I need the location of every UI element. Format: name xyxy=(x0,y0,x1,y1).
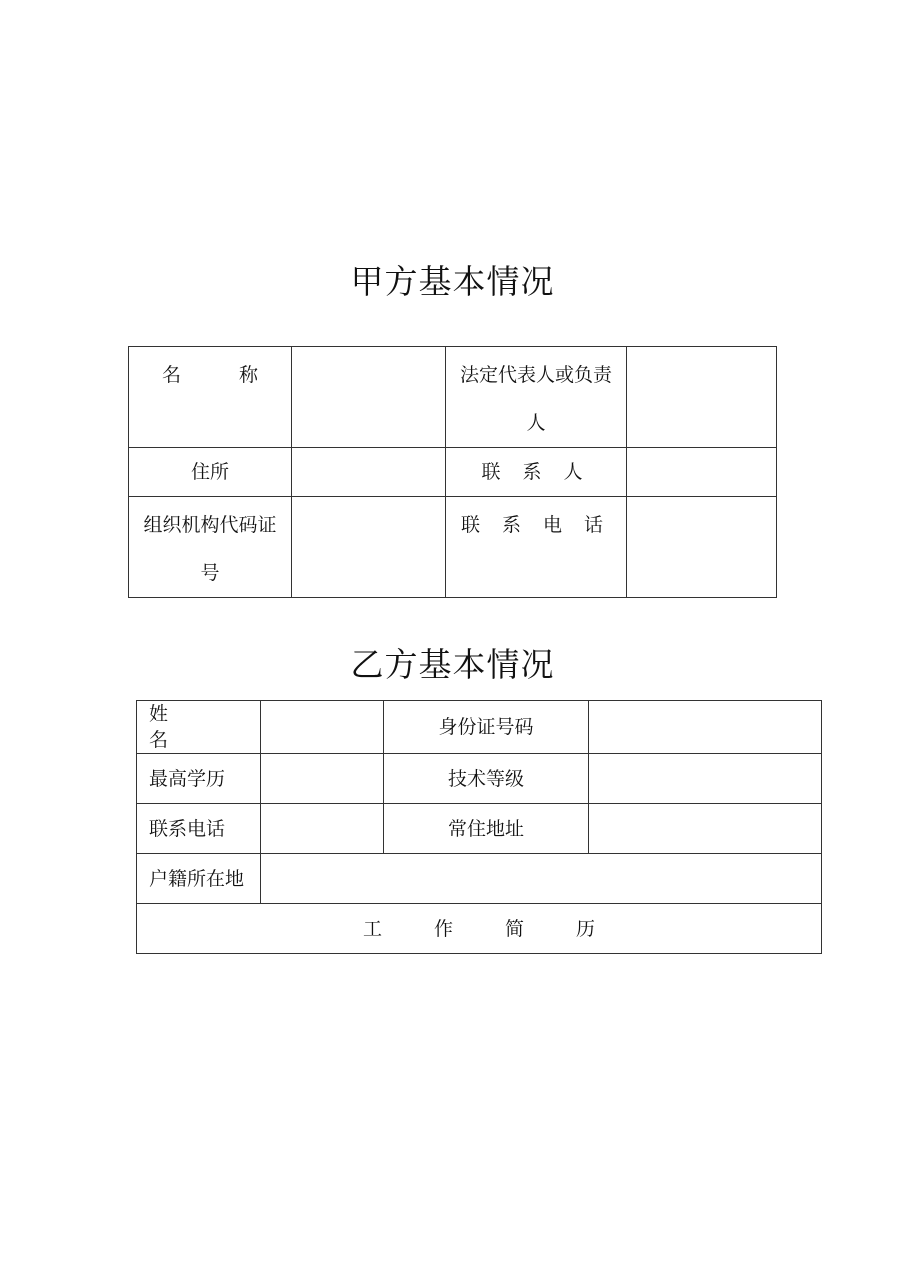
tech-level-value-cell[interactable] xyxy=(589,754,822,804)
b-address-label: 常住地址 xyxy=(447,817,524,840)
table-row xyxy=(137,904,822,954)
education-label: 最高学历 xyxy=(149,767,226,790)
table-row xyxy=(129,497,777,598)
party-b-table xyxy=(136,700,822,954)
id-label-cell xyxy=(384,701,589,754)
table-row xyxy=(137,854,822,904)
tech-level-label: 技术等级 xyxy=(447,767,524,790)
party-b-title: 乙方基本情况 xyxy=(350,645,555,684)
address-label-cell xyxy=(129,448,292,497)
org-code-value-cell[interactable] xyxy=(292,497,446,598)
contact-label: 联 系 人 xyxy=(481,461,591,483)
table-row xyxy=(137,754,822,804)
org-code-label: 组织机构代码证号 xyxy=(143,514,277,584)
table-row xyxy=(129,347,777,448)
legal-rep-label: 法定代表人或负责人 xyxy=(459,364,612,434)
phone-label: 联 系 电 话 xyxy=(460,514,612,536)
tech-level-label-cell xyxy=(384,754,589,804)
name-label-cell xyxy=(129,347,292,448)
name-value-cell[interactable] xyxy=(292,347,446,448)
b-name-label-cell xyxy=(137,701,261,754)
b-address-label-cell xyxy=(384,804,589,854)
b-phone-value-cell[interactable] xyxy=(261,804,384,854)
table-row xyxy=(137,701,822,754)
hukou-label: 户籍所在地 xyxy=(149,867,245,890)
hukou-label-cell xyxy=(137,854,261,904)
education-value-cell[interactable] xyxy=(261,754,384,804)
address-value-cell[interactable] xyxy=(292,448,446,497)
b-phone-label-cell xyxy=(137,804,261,854)
education-label-cell xyxy=(137,754,261,804)
legal-rep-label-cell xyxy=(446,347,627,448)
name-label: 名 称 xyxy=(161,364,285,386)
contact-value-cell[interactable] xyxy=(627,448,777,497)
b-phone-label: 联系电话 xyxy=(149,817,226,840)
phone-value-cell[interactable] xyxy=(627,497,777,598)
b-address-value-cell[interactable] xyxy=(589,804,822,854)
legal-rep-value-cell[interactable] xyxy=(627,347,777,448)
org-code-label-cell xyxy=(129,497,292,598)
b-name-value-cell[interactable] xyxy=(261,701,384,754)
work-history-label: 工作简历 xyxy=(362,917,647,940)
contact-label-cell xyxy=(446,448,627,497)
hukou-value-cell[interactable] xyxy=(261,854,822,904)
id-label: 身份证号码 xyxy=(438,716,534,738)
phone-label-cell xyxy=(446,497,627,598)
table-row xyxy=(129,448,777,497)
id-value-cell[interactable] xyxy=(589,701,822,754)
party-a-table xyxy=(128,346,777,598)
work-history-label-cell xyxy=(137,904,822,954)
party-a-title: 甲方基本情况 xyxy=(350,262,555,301)
table-row xyxy=(137,804,822,854)
b-name-label: 姓名 xyxy=(149,703,211,751)
address-label: 住所 xyxy=(190,461,229,483)
